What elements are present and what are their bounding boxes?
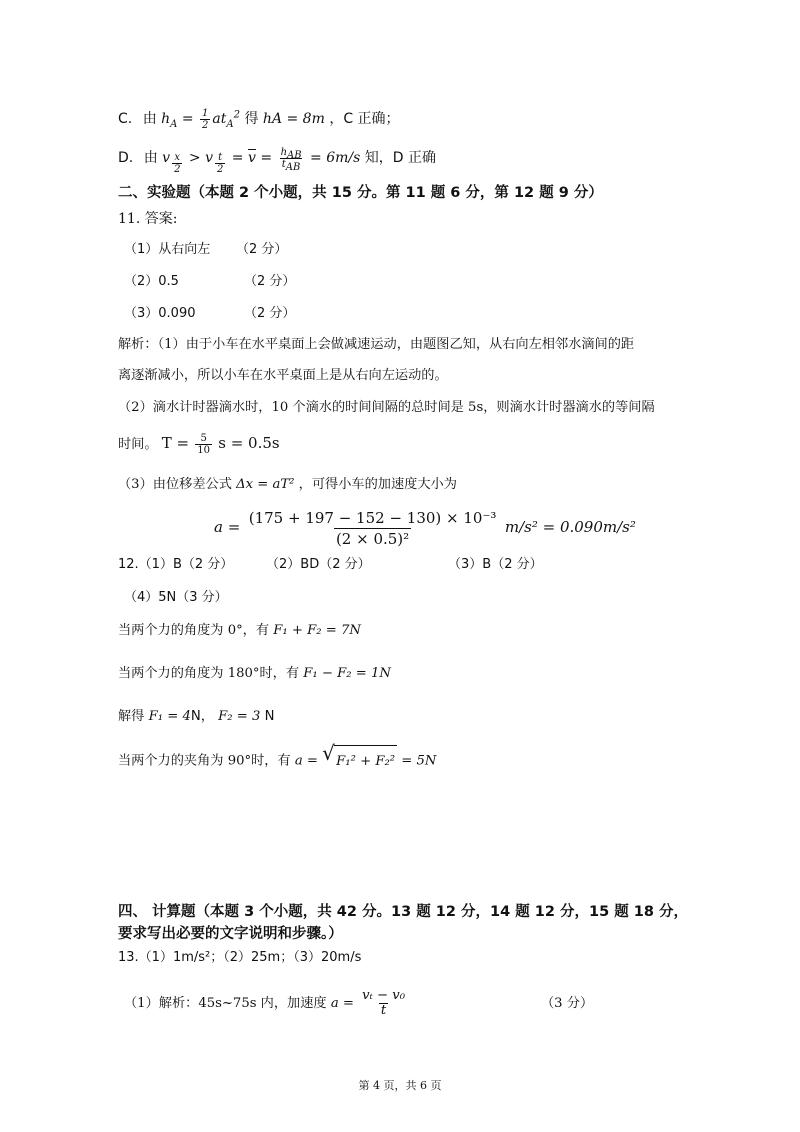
item-d-formula: v $_{\frac{x}{2}}$ > v $_{\frac{t}{2}}$ = $\overline{v}$ = $\frac{h_{AB}}{t_{AB}}$ [162,146,302,175]
line-text: 当两个力的夹角为 90°时，有 [118,753,291,769]
line-text: 解得 [118,709,145,724]
item-c-suffix: ，C 正确； [329,111,400,127]
analysis-tail: ，可得小车的加速度大小为 [298,477,457,492]
item-d [118,143,436,175]
item-c-text2: 得 [244,111,259,127]
q11-analysis-1a: 解析：（1）由于小车在水平桌面上会做减速运动，由题图乙知，从右向左相邻水滴间的距 [118,337,635,352]
q11-answer-3 [124,304,296,324]
page-footer: 第 4 页，共 6 页 [358,1079,442,1092]
q12-row-2: （4）5N（3 分） [124,590,228,605]
sqrt-radicand: F₁² + F₂² [334,745,397,777]
answer-text: 0.5 [158,274,179,289]
period-eq: T = [161,434,190,452]
q11-analysis-1b: 离逐渐减小，所以小车在水平桌面上是从右向左运动的。 [118,368,448,383]
item-c [118,104,400,134]
acceleration-fraction [360,989,407,1018]
item-d-suffix: 知，D 正确 [364,150,436,166]
section4-heading-a: 四、 计算题（本题 3 个小题，共 42 分。13 题 12 分，14 题 12 分，15 题 18 分， [118,904,689,920]
acceleration-fraction [247,508,499,549]
q12-row-1 [118,555,543,575]
q11-analysis-3 [118,475,457,495]
answer-score: （2 分） [244,274,296,289]
line-eq-1: F₁ = 4 [148,709,191,724]
q12-line-4 [118,741,437,777]
q11-analysis-2b [118,428,280,460]
line-text: 当两个力的角度为 0°，有 [118,623,270,638]
fraction-denominator: (2 × 0.5)² [335,529,410,548]
q12-answer-2: （2）BD（2 分） [266,557,371,572]
line-unit-2: N [264,709,275,724]
answer-num: （1） [124,242,159,257]
fraction-numerator: vₜ − v₀ [362,988,405,1003]
item-c-text1: 由 [142,111,157,127]
line-unit-1: N， [190,709,214,724]
item-c-label: C. [118,111,133,127]
sqrt-expression: √ F₁² + F₂² [322,745,397,777]
formula-tail: m/s² = 0.090m/s² [504,518,636,536]
answer-score: （2 分） [236,242,288,257]
q11-title: 11. 答案: [118,211,178,227]
analysis-text: （3）由位移差公式 [118,477,232,492]
q11-answer-2 [124,272,296,292]
period-fraction [195,433,212,456]
answer-num: （2） [124,274,159,289]
formula-lhs: a = [330,996,354,1011]
item-d-eq: = 6m/s [310,150,361,166]
q12-line-2 [118,664,391,684]
fraction-denominator: 10 [197,445,211,456]
q13-score: （3 分） [541,996,594,1011]
q12-line-1 [118,621,361,641]
item-c-formula: $h_A$ = $\frac{1}{2}$ $at_A^2$ [161,107,241,131]
fraction-numerator: 5 [200,433,207,444]
q11-acceleration-formula [214,505,636,550]
line-eq: F₁ + F₂ = 7N [273,623,361,638]
section4-heading-b: 要求写出必要的文字说明和步骤。） [118,926,343,942]
answer-text: 0.090 [158,306,196,321]
item-d-text1: 由 [143,150,158,166]
analysis-text: （1）解析：45s~75s 内，加速度 [124,996,327,1011]
q12-answer-1: 12.（1）B（2 分） [118,557,234,572]
answer-score: （2 分） [244,306,296,321]
answer-text: 从右向左 [158,242,211,257]
line-eq-2: F₂ = 3 [218,709,261,724]
fraction-denominator: t [380,1003,387,1018]
answer-num: （3） [124,306,159,321]
q11-answer-1 [124,240,288,260]
section2-heading: 二、实验题（本题 2 个小题，共 15 分。第 11 题 6 分，第 12 题 9 分） [118,185,603,201]
item-d-label: D. [118,150,134,166]
delta-x-formula: Δx = aT² [236,477,295,492]
period-tail: s = 0.5s [218,434,280,452]
analysis-text: 时间。 [118,437,158,452]
fraction-numerator: (175 + 197 − 152 − 130) × 10⁻³ [248,508,497,527]
line-eq-tail: = 5N [401,753,437,769]
item-c-result: hA = 8m [262,111,325,127]
q11-analysis-2a: （2）滴水计时器滴水时，10 个滴水的时间间隔的总时间是 5s，则滴水计时器滴水的等间隔 [118,400,655,415]
formula-lhs: a = [214,518,241,536]
line-text: 当两个力的角度为 180°时，有 [118,666,300,681]
line-eq: F₁ − F₂ = 1N [303,666,391,681]
q12-answer-3: （3）B（2 分） [448,557,543,572]
q13-answers: 13.（1）1m/s²；（2）25m；（3）20m/s [118,950,362,965]
q13-analysis [124,984,409,1024]
q12-line-3 [118,707,274,727]
line-eq-lhs: a = [294,753,318,769]
